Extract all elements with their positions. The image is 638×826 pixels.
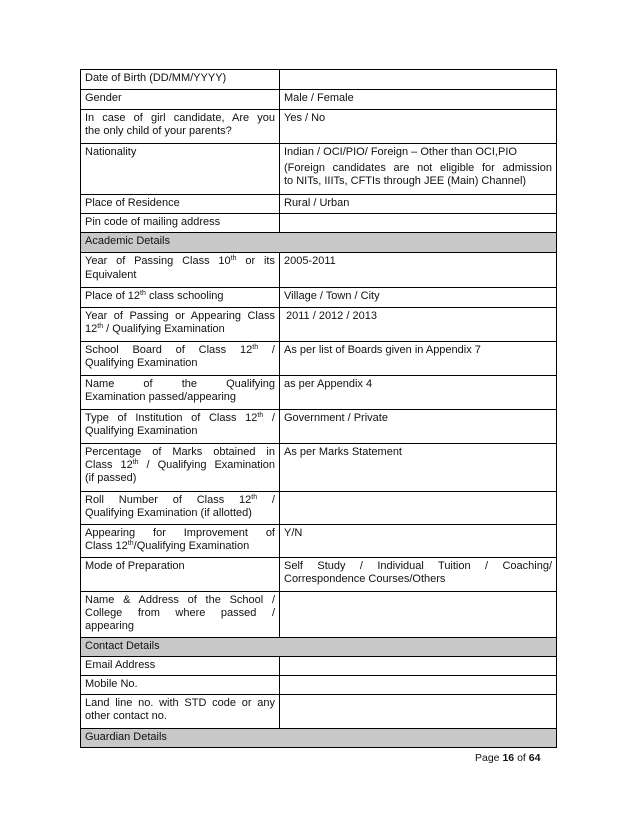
- board-label-line2: Qualifying Examination: [85, 356, 198, 369]
- table-row: [81, 90, 557, 110]
- board-label-line1: School Board of Class 12th /: [85, 343, 275, 356]
- improvement-label-line1: Appearing for Improvement of: [85, 526, 275, 539]
- section-header-row: [81, 233, 557, 253]
- place12-value: Village / Town / City: [280, 288, 557, 307]
- dob-label: Date of Birth (DD/MM/YYYY): [81, 70, 280, 90]
- nationality-value-line2: (Foreign candidates are not eligible for admission: [284, 162, 552, 175]
- application-form-table: [80, 69, 557, 748]
- landline-label: [81, 695, 280, 729]
- qual-name-label-line1: Name of the Qualifying: [85, 377, 275, 390]
- mode-value-line1: Self Study / Individual Tuition / Coaching/: [284, 559, 552, 572]
- percentage-label-line1: Percentage of Marks obtained in: [85, 445, 275, 458]
- improvement-value: Y/N: [280, 524, 557, 557]
- landline-label-line1: Land line no. with STD code or any: [85, 697, 275, 710]
- school-address-label: [81, 591, 280, 637]
- mode-value-line2: Correspondence Courses/Others: [284, 572, 446, 585]
- mode-value: [280, 557, 557, 591]
- landline-value: [280, 695, 557, 729]
- roll-label-line1: Roll Number of Class 12th /: [85, 493, 275, 506]
- footer-page-word: Page: [475, 752, 500, 764]
- roll-value: [280, 491, 557, 524]
- only-child-label: [81, 110, 280, 144]
- table-row: [81, 214, 557, 233]
- table-row: [81, 409, 557, 443]
- table-row: [81, 676, 557, 695]
- qual-name-label: [81, 375, 280, 409]
- roll-label-line2: Qualifying Examination (if allotted): [85, 506, 252, 519]
- table-row: [81, 695, 557, 729]
- qual-name-label-line2: Examination passed/appearing: [85, 390, 237, 403]
- mobile-value: [280, 676, 557, 695]
- school-address-label-line2: College from where passed /: [85, 606, 275, 619]
- nationality-value-line1: Indian / OCI/PIO/ Foreign – Other than OCI,PIO: [284, 146, 517, 158]
- academic-details-header: Academic Details: [81, 233, 557, 253]
- table-row: [81, 341, 557, 375]
- year10-label-line1: Year of Passing Class 10th or its: [85, 255, 275, 268]
- percentage-label: [81, 443, 280, 491]
- year12-label-line2: 12th / Qualifying Examination: [85, 322, 225, 335]
- dob-value: [280, 70, 557, 90]
- table-row: [81, 557, 557, 591]
- nationality-label: Nationality: [81, 144, 280, 195]
- only-child-label-line2: the only child of your parents?: [85, 125, 232, 138]
- table-row: [81, 375, 557, 409]
- residence-value: Rural / Urban: [280, 195, 557, 214]
- table-row: [81, 288, 557, 307]
- mode-label: Mode of Preparation: [81, 557, 280, 591]
- nationality-value: [280, 144, 557, 195]
- table-row: [81, 70, 557, 90]
- institution-label-line2: Qualifying Examination: [85, 424, 198, 437]
- table-row: [81, 110, 557, 144]
- percentage-label-line3: (if passed): [85, 472, 137, 485]
- table-row: [81, 443, 557, 491]
- qual-name-value: as per Appendix 4: [280, 375, 557, 409]
- year10-value: 2005-2011: [280, 253, 557, 288]
- percentage-label-line2: Class 12th / Qualifying Examination: [85, 458, 275, 471]
- table-row: [81, 491, 557, 524]
- section-header-row: [81, 729, 557, 748]
- mobile-label: Mobile No.: [81, 676, 280, 695]
- gender-value: Male / Female: [280, 90, 557, 110]
- guardian-details-header: Guardian Details: [81, 729, 557, 748]
- pincode-label: Pin code of mailing address: [81, 214, 280, 233]
- institution-value: Government / Private: [280, 409, 557, 443]
- email-label: Email Address: [81, 656, 280, 675]
- institution-label-line1: Type of Institution of Class 12th /: [85, 411, 275, 424]
- year12-label: [81, 307, 280, 341]
- table-row: [81, 144, 557, 195]
- year12-label-line1: Year of Passing or Appearing Class: [85, 309, 275, 322]
- email-value: [280, 656, 557, 675]
- board-value: As per list of Boards given in Appendix 7: [280, 341, 557, 375]
- only-child-label-line1: In case of girl candidate, Are you: [85, 112, 275, 124]
- year12-value: 2011 / 2012 / 2013: [280, 307, 557, 341]
- school-address-label-line3: appearing: [85, 620, 134, 633]
- residence-label: Place of Residence: [81, 195, 280, 214]
- table-row: [81, 307, 557, 341]
- school-address-label-line1: Name & Address of the School /: [85, 593, 275, 606]
- footer-current-page: 16: [502, 752, 515, 764]
- nationality-value-line3: to NITs, IIITs, CFTIs through JEE (Main) Channel): [284, 175, 527, 188]
- table-row: [81, 591, 557, 637]
- table-row: [81, 253, 557, 288]
- section-header-row: [81, 637, 557, 656]
- improvement-label-line2: Class 12th/Qualifying Examination: [85, 539, 250, 552]
- board-label: [81, 341, 280, 375]
- place12-label: Place of 12th class schooling: [81, 288, 280, 307]
- year10-label-line2: Equivalent: [85, 268, 137, 281]
- footer-total-pages: 64: [528, 752, 541, 764]
- school-address-value: [280, 591, 557, 637]
- footer-of-word: of: [517, 752, 526, 764]
- table-row: [81, 195, 557, 214]
- table-row: [81, 656, 557, 675]
- year10-label: [81, 253, 280, 288]
- percentage-value: As per Marks Statement: [280, 443, 557, 491]
- roll-label: [81, 491, 280, 524]
- contact-details-header: Contact Details: [81, 637, 557, 656]
- table-row: [81, 524, 557, 557]
- only-child-value: Yes / No: [280, 110, 557, 144]
- gender-label: Gender: [81, 90, 280, 110]
- landline-label-line2: other contact no.: [85, 710, 167, 723]
- page-number-footer: [475, 752, 540, 764]
- institution-label: [81, 409, 280, 443]
- pincode-value: [280, 214, 557, 233]
- improvement-label: [81, 524, 280, 557]
